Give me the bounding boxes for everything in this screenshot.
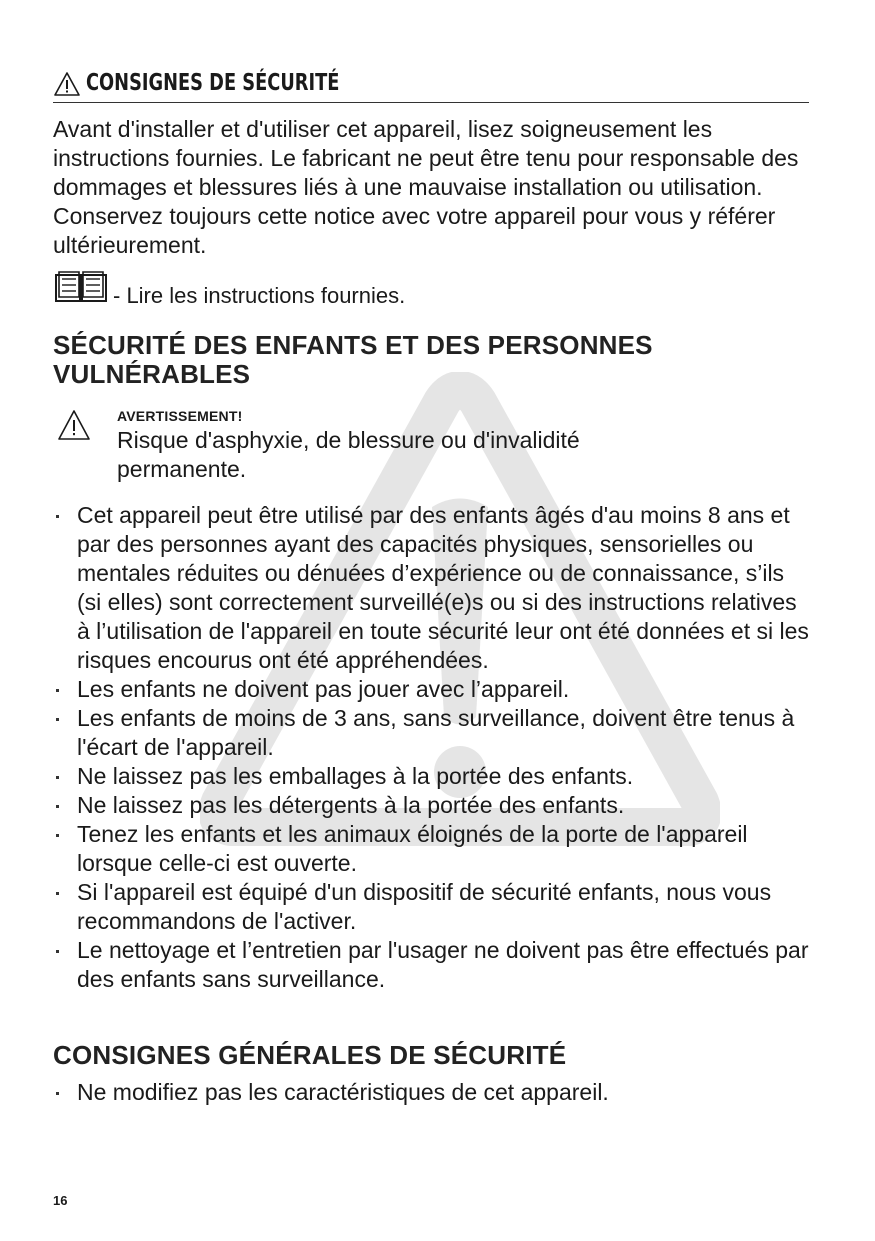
- warning-label: AVERTISSEMENT!: [117, 408, 243, 424]
- list-item: Ne laissez pas les détergents à la portée des enfants.: [53, 791, 813, 820]
- list-item: Les enfants ne doivent pas jouer avec l’appareil.: [53, 675, 813, 704]
- read-instructions-note: [53, 268, 653, 308]
- section-title-row: [53, 68, 809, 103]
- page-number: 16: [53, 1193, 68, 1208]
- heading-children-safety: SÉCURITÉ DES ENFANTS ET DES PERSONNES VULNÉRABLES: [53, 330, 653, 389]
- list-item: Si l'appareil est équipé d'un dispositif de sécurité enfants, nous vous recommandons de l'activer.: [53, 878, 813, 936]
- warning-triangle-icon: [57, 409, 91, 441]
- warning-text: Risque d'asphyxie, de blessure ou d'invalidité permanente.: [117, 427, 580, 482]
- page-title: CONSIGNES DE SÉCURITÉ: [86, 70, 340, 96]
- list-item: Tenez les enfants et les animaux éloignés de la porte de l'appareil lorsque celle-ci est ouverte.: [53, 820, 813, 878]
- list-item: Ne modifiez pas les caractéristiques de cet appareil.: [53, 1078, 813, 1107]
- list-item: Cet appareil peut être utilisé par des enfants âgés d'au moins 8 ans et par des personnes ayant des capacités physiques, sensorielles ou mentales réduites ou dénuées d’expérience ou de connaissance, s’ils (si elles) sont correctement surveillé(e)s ou si des instructions relatives à l’utilisation de l'appareil en toute sécurité leur ont été données et si les risques encourus ont été appréhendées.: [53, 501, 813, 675]
- general-safety-list: [53, 1078, 813, 1107]
- list-item: Les enfants de moins de 3 ans, sans surveillance, doivent être tenus à l'écart de l'appareil.: [53, 704, 813, 762]
- list-item: Le nettoyage et l’entretien par l'usager ne doivent pas être effectués par des enfants sans surveillance.: [53, 936, 813, 994]
- intro-paragraph: Avant d'installer et d'utiliser cet appareil, lisez soigneusement les instructions fournies. Le fabricant ne peut être tenu pour responsable des dommages et blessures liés à une mauvaise installation ou utilisation. Conservez toujours cette notice avec votre appareil pour vous y référer ultérieurement.: [53, 116, 799, 258]
- children-safety-list: [53, 501, 813, 994]
- heading-general-safety: CONSIGNES GÉNÉRALES DE SÉCURITÉ: [53, 1040, 567, 1070]
- open-book-icon: [53, 269, 109, 305]
- list-item: Ne laissez pas les emballages à la portée des enfants.: [53, 762, 813, 791]
- warning-triangle-icon: [53, 71, 81, 97]
- read-instructions-text: - Lire les instructions fournies.: [113, 283, 406, 308]
